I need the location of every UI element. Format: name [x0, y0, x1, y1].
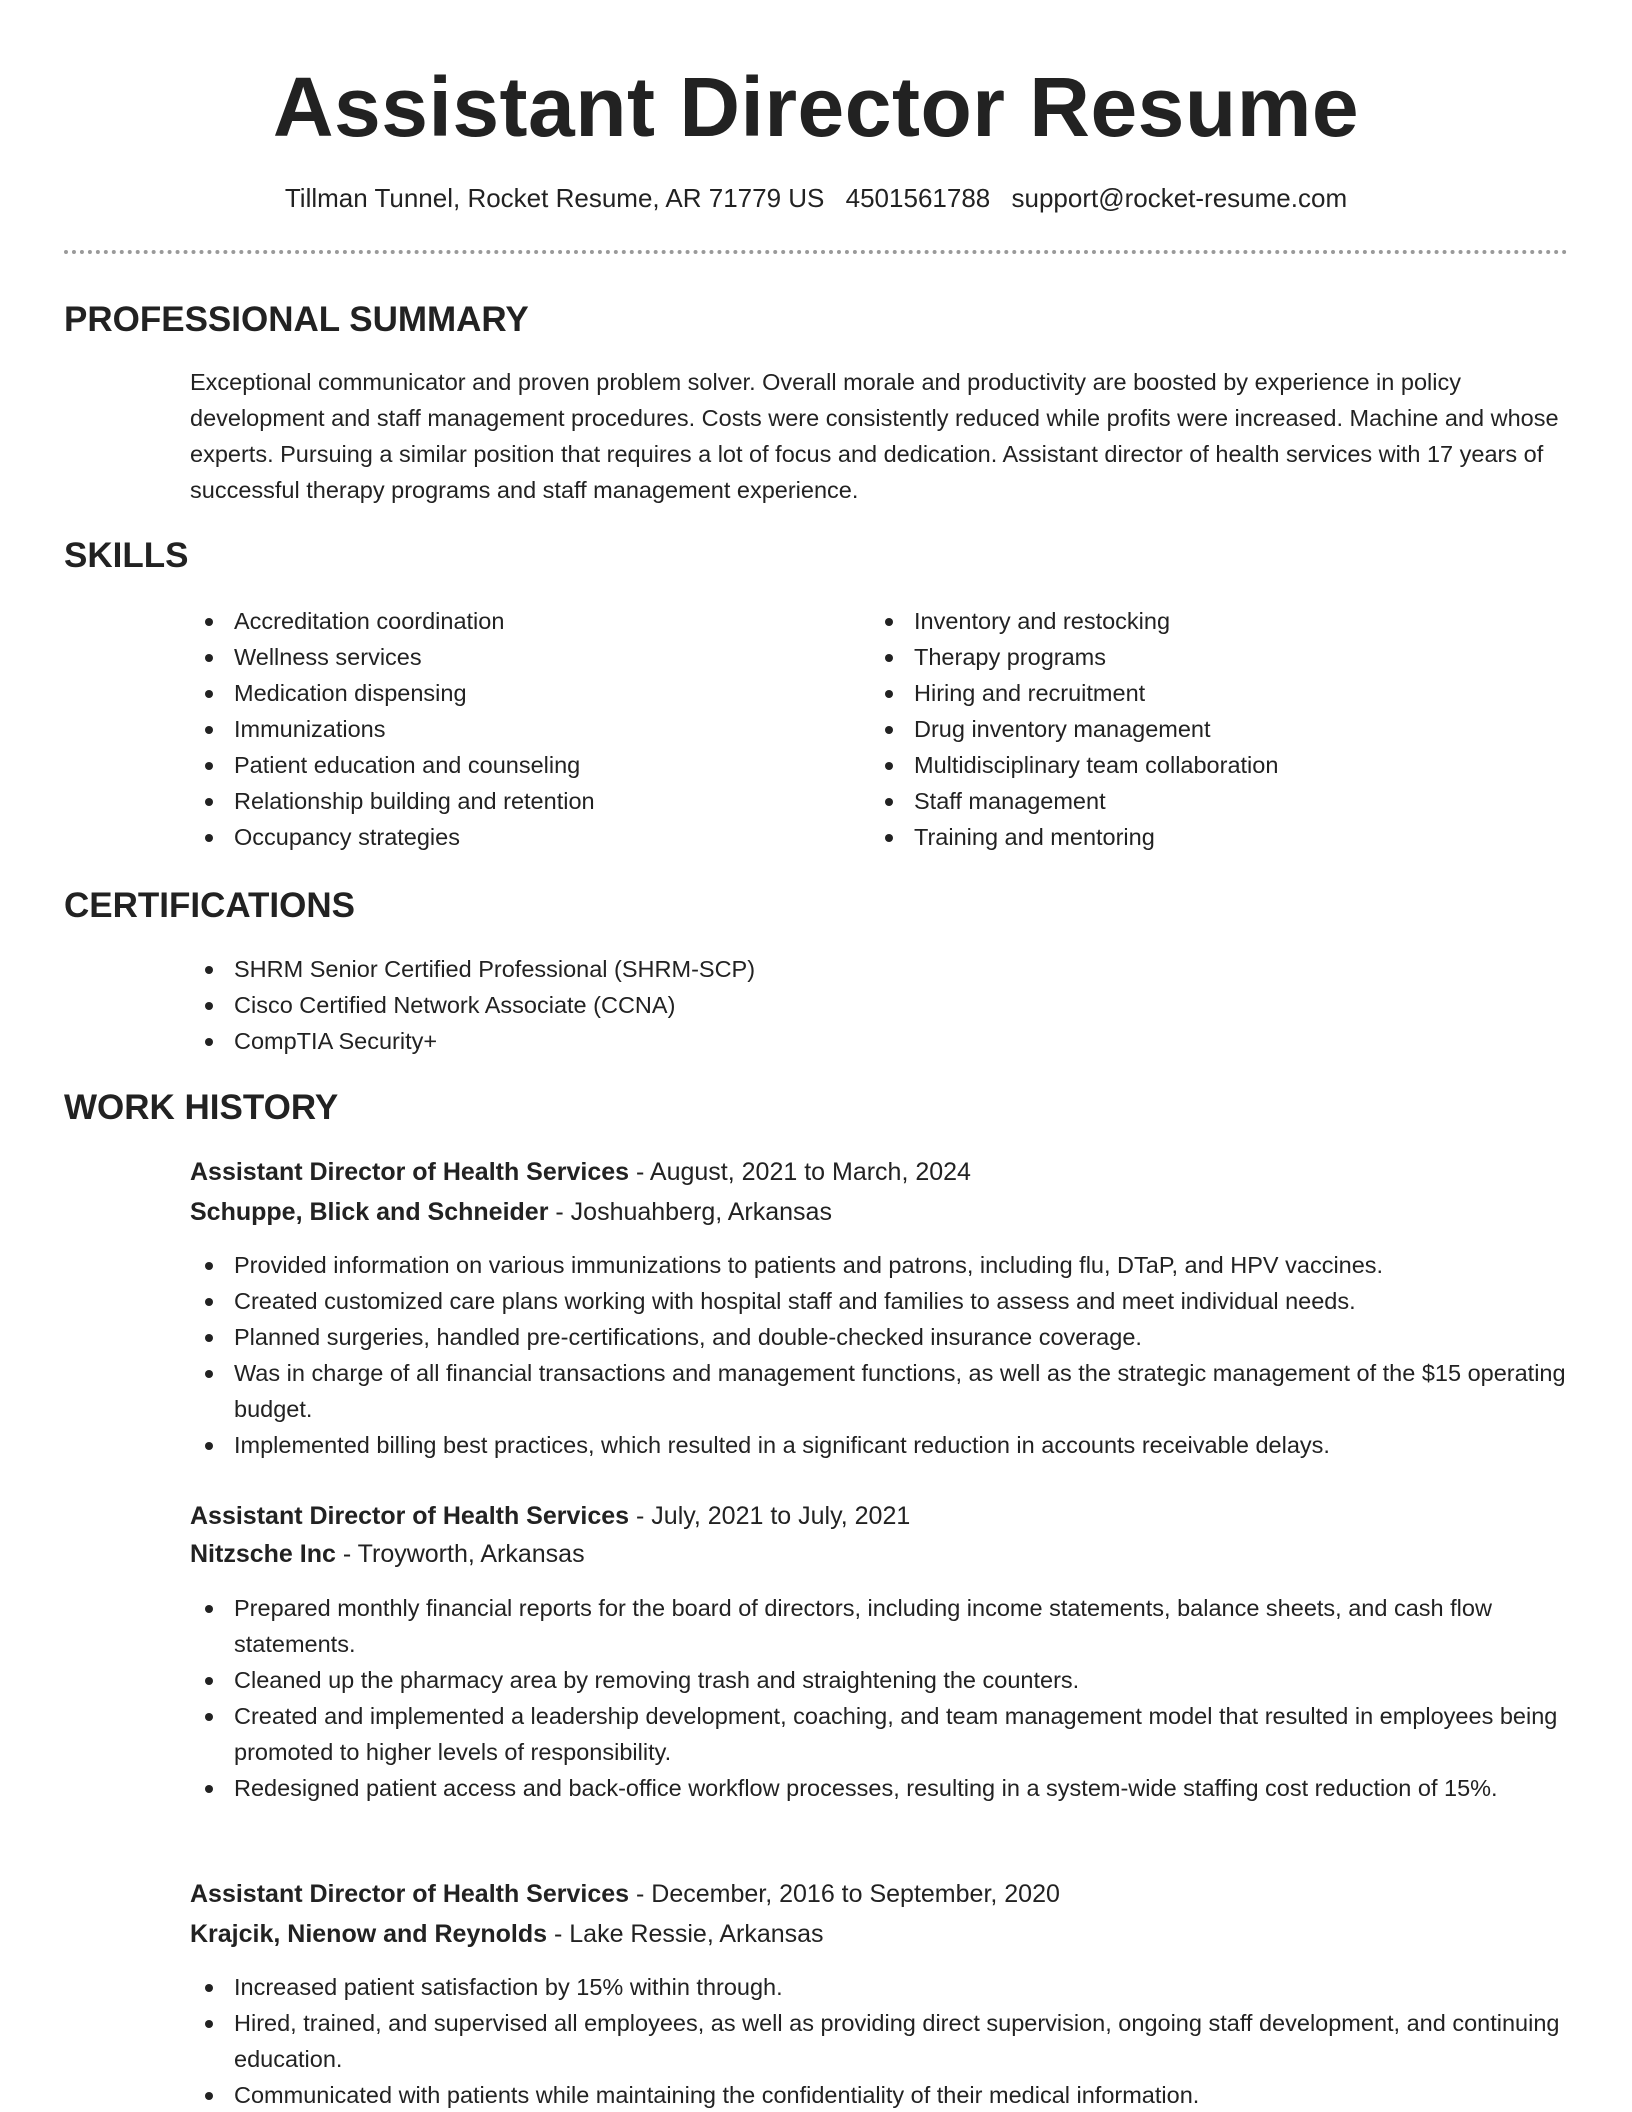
job-dates: - July, 2021 to July, 2021 [636, 1502, 911, 1530]
job-dates: - December, 2016 to September, 2020 [636, 1880, 1060, 1908]
skills-list-right [870, 603, 1550, 855]
list-item: Cleaned up the pharmacy area by removing trash and straightening the counters. [190, 1662, 1570, 1698]
list-item: Cisco Certified Network Associate (CCNA) [190, 987, 1550, 1023]
list-item: Hiring and recruitment [870, 675, 1550, 711]
job-company-line [190, 1916, 824, 1952]
job-title-line [190, 1154, 971, 1190]
summary-heading: PROFESSIONAL SUMMARY [64, 300, 529, 339]
list-item: Hired, trained, and supervised all employees, as well as providing direct supervision, ongoing staff development, and continuing education. [190, 2005, 1570, 2077]
list-item: Staff management [870, 783, 1550, 819]
skills-list-left [190, 603, 830, 855]
list-item: Therapy programs [870, 639, 1550, 675]
job-bullets [190, 1590, 1570, 1806]
list-item: Training and mentoring [870, 819, 1550, 855]
list-item: Multidisciplinary team collaboration [870, 747, 1550, 783]
list-item: Implemented billing best practices, which resulted in a significant reduction in accounts receivable delays. [190, 1427, 1570, 1463]
contact-email: support@rocket-resume.com [1011, 183, 1348, 213]
list-item: Communicated with patients while maintaining the confidentiality of their medical information. [190, 2077, 1570, 2112]
job-company-line [190, 1194, 832, 1230]
contact-address: Tillman Tunnel, Rocket Resume, AR 71779 US [284, 183, 825, 213]
list-item: Immunizations [190, 711, 830, 747]
job-dates: - August, 2021 to March, 2024 [636, 1158, 971, 1186]
list-item: Patient education and counseling [190, 747, 830, 783]
job-title-line [190, 1876, 1060, 1912]
job-location: - Troyworth, Arkansas [342, 1540, 585, 1568]
job-location: - Lake Ressie, Arkansas [553, 1920, 824, 1948]
list-item: Medication dispensing [190, 675, 830, 711]
job-company: Nitzsche Inc [190, 1540, 336, 1568]
contact-phone: 4501561788 [845, 183, 991, 213]
list-item: Wellness services [190, 639, 830, 675]
job-company: Krajcik, Nienow and Reynolds [190, 1920, 548, 1948]
list-item: Created customized care plans working with hospital staff and families to assess and meet individual needs. [190, 1283, 1570, 1319]
job-title: Assistant Director of Health Services [190, 1880, 630, 1908]
job-bullets [190, 1247, 1570, 1463]
header-divider [64, 250, 1568, 254]
certifications-list [190, 951, 1550, 1059]
certifications-heading: CERTIFICATIONS [64, 886, 356, 925]
skills-heading: SKILLS [64, 536, 189, 575]
job-title: Assistant Director of Health Services [190, 1158, 630, 1186]
job-bullets [190, 1969, 1570, 2112]
list-item: Occupancy strategies [190, 819, 830, 855]
job-company-line [190, 1536, 585, 1572]
list-item: Drug inventory management [870, 711, 1550, 747]
list-item: Accreditation coordination [190, 603, 830, 639]
job-title: Assistant Director of Health Services [190, 1502, 630, 1530]
contact-line [0, 180, 1632, 216]
list-item: Redesigned patient access and back-office workflow processes, resulting in a system-wide staffing cost reduction of 15%. [190, 1770, 1570, 1806]
list-item: Created and implemented a leadership development, coaching, and team management model that resulted in employees being promoted to higher levels of responsibility. [190, 1698, 1570, 1770]
list-item: Prepared monthly financial reports for the board of directors, including income statements, balance sheets, and cash flow statements. [190, 1590, 1570, 1662]
list-item: Increased patient satisfaction by 15% within through. [190, 1969, 1570, 2005]
job-title-line [190, 1498, 910, 1534]
list-item: Inventory and restocking [870, 603, 1550, 639]
job-company: Schuppe, Blick and Schneider [190, 1198, 549, 1226]
summary-text: Exceptional communicator and proven problem solver. Overall morale and productivity are boosted by experience in policy development and staff management procedures. Costs were consistently reduced while profits were increased. Machine and whose experts. Pursuing a similar position that requires a lot of focus and dedication. Assistant director of health services with 17 years of successful therapy programs and staff management experience. [190, 369, 1559, 503]
resume-title: Assistant Director Resume [272, 60, 1360, 154]
list-item: Was in charge of all financial transactions and management functions, as well as the strategic management of the $15 operating budget. [190, 1355, 1570, 1427]
list-item: SHRM Senior Certified Professional (SHRM-SCP) [190, 951, 1550, 987]
list-item: Provided information on various immunizations to patients and patrons, including flu, DTaP, and HPV vaccines. [190, 1247, 1570, 1283]
job-location: - Joshuahberg, Arkansas [555, 1198, 832, 1226]
list-item: CompTIA Security+ [190, 1023, 1550, 1059]
list-item: Planned surgeries, handled pre-certifications, and double-checked insurance coverage. [190, 1319, 1570, 1355]
list-item: Relationship building and retention [190, 783, 830, 819]
work-history-heading: WORK HISTORY [64, 1088, 339, 1127]
